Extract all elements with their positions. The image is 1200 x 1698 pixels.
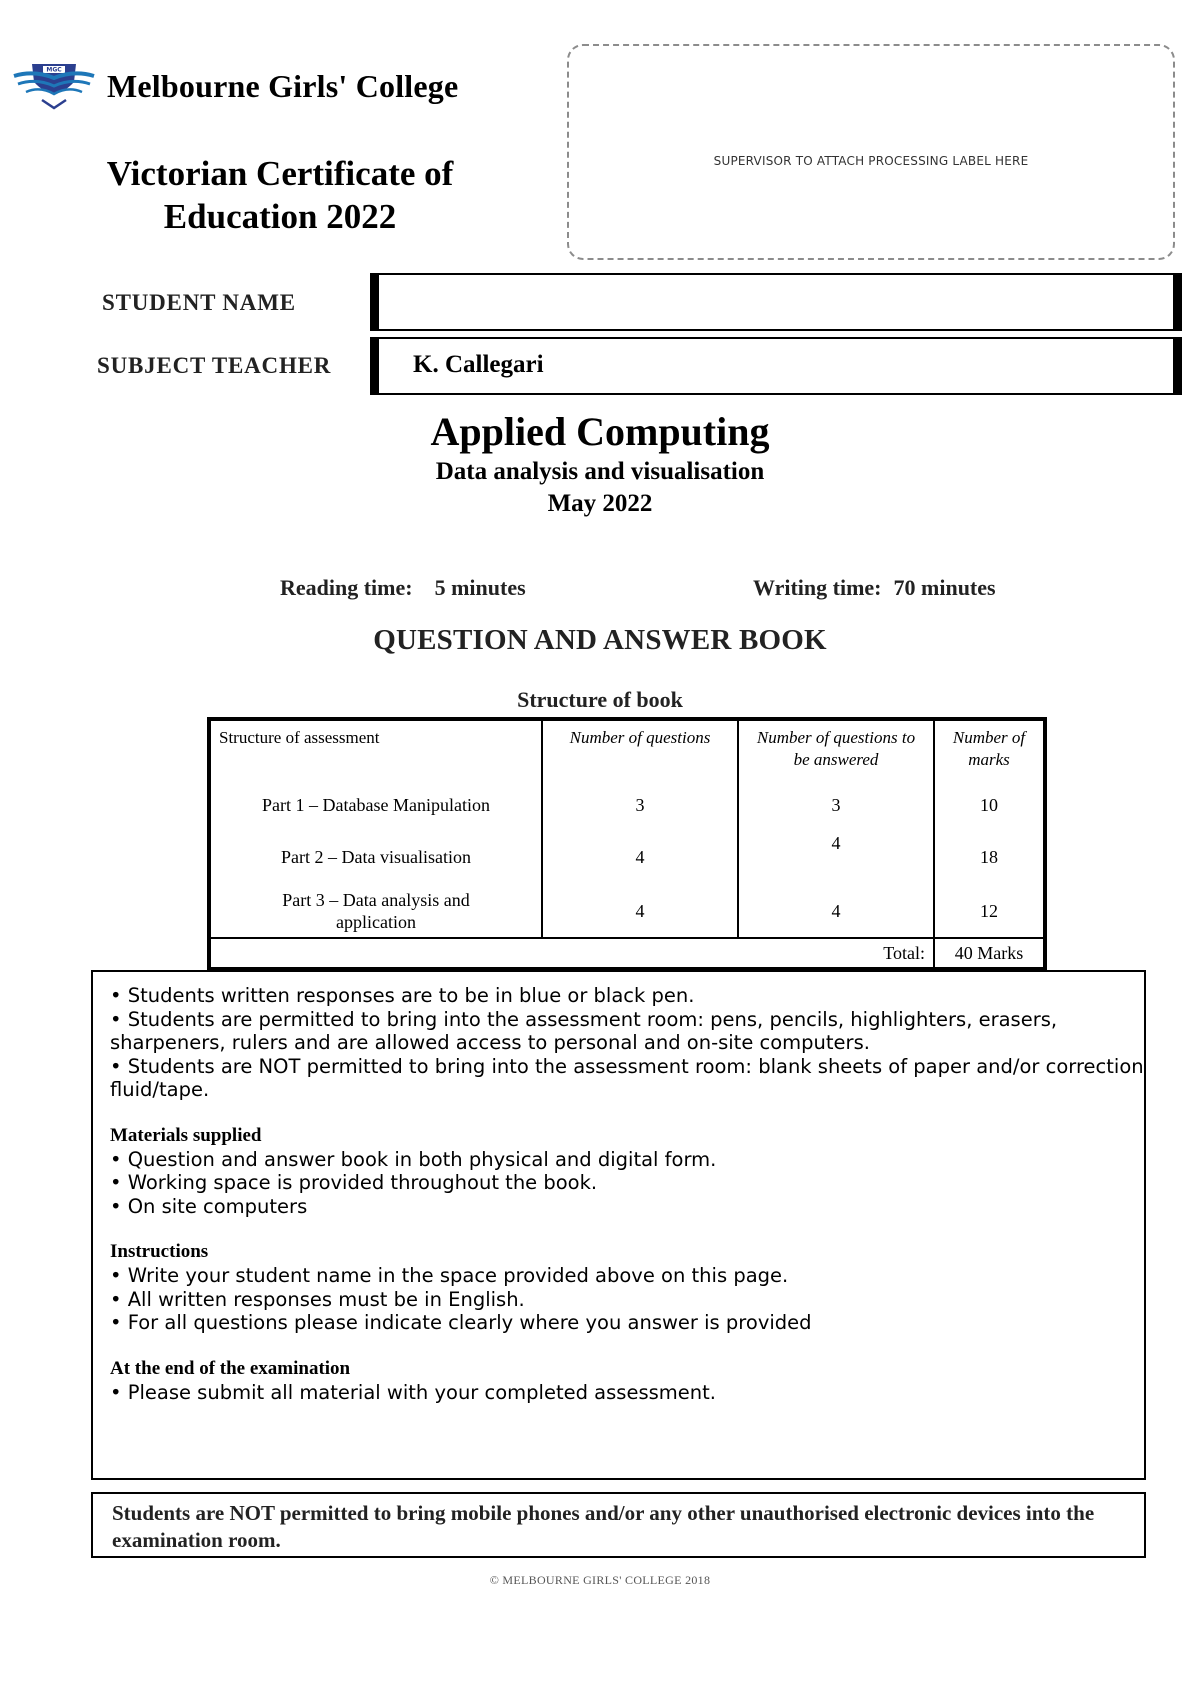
svg-text:MGC: MGC [46, 66, 62, 74]
book-heading: QUESTION AND ANSWER BOOK [373, 624, 827, 656]
student-name-field[interactable] [370, 273, 1182, 331]
subject-teacher-field [370, 337, 1182, 395]
materials-item: • Question and answer book in both physical and digital form. [110, 1147, 717, 1171]
end-item: • Please submit all material with your completed assessment. [110, 1380, 716, 1404]
instructions-box [91, 970, 1150, 1480]
table-header-cell: Number of marks [952, 728, 1026, 769]
general-rule: • Students are NOT permitted to bring into the assessment room: blank sheets of paper and/or correction fluid/tape. [110, 1054, 1150, 1101]
table-row [209, 781, 1045, 829]
total-label: Total: [209, 938, 934, 969]
questions-cell: 4 [542, 885, 738, 938]
reading-time-label: Reading time: [280, 575, 413, 600]
part-cell: Part 3 – Data analysis and application [209, 885, 542, 938]
unit-title: Data analysis and visualisation [435, 458, 765, 485]
questions-cell: 4 [542, 829, 738, 885]
vce-title [80, 152, 480, 238]
materials-heading: Materials supplied [110, 1124, 262, 1146]
questions-cell: 3 [542, 781, 738, 829]
total-value: 40 Marks [934, 938, 1045, 969]
supervisor-label-text: SUPERVISOR TO ATTACH PROCESSING LABEL HERE [713, 154, 1029, 168]
student-name-label: STUDENT NAME [102, 290, 296, 315]
writing-time-label: Writing time: [753, 575, 882, 600]
answered-cell: 4 [738, 885, 934, 938]
structure-heading: Structure of book [517, 687, 683, 712]
end-heading: At the end of the examination [110, 1357, 351, 1379]
subject-title: Applied Computing [430, 409, 770, 454]
instruction-item: • Write your student name in the space provided above on this page. [110, 1264, 789, 1287]
devices-warning: Students are NOT permitted to bring mobile phones and/or any other unauthorised electronic devices into the examination room. [91, 1492, 1146, 1558]
table-header-cell: Number of questions [542, 719, 738, 781]
table-header-cell: Number of questions to be answered [738, 719, 934, 781]
vce-title-line1: Victorian Certificate of [106, 154, 454, 193]
materials-item: • On site computers [110, 1194, 308, 1218]
part-cell: Part 2 – Data visualisation [209, 829, 542, 885]
college-name: Melbourne Girls' College [107, 68, 459, 104]
table-header-cell: Structure of assessment [209, 719, 542, 781]
exam-date: May 2022 [547, 490, 653, 517]
vce-title-line2: Education 2022 [163, 197, 397, 236]
instructions-heading: Instructions [110, 1241, 209, 1262]
writing-time [753, 575, 996, 601]
reading-time-value: 5 minutes [434, 575, 526, 600]
part-cell: Part 1 – Database Manipulation [209, 781, 542, 829]
table-row [209, 829, 1045, 885]
instruction-item: • All written responses must be in English. [110, 1287, 525, 1311]
structure-table [207, 717, 1047, 971]
general-rule: • Students are permitted to bring into the assessment room: pens, pencils, highlighters, erasers, sharpeners, rulers and are allowed access to personal and on-site computers. [110, 1007, 1064, 1054]
table-header-row [209, 719, 1045, 781]
marks-cell: 18 [980, 846, 998, 867]
answered-cell: 3 [738, 781, 934, 829]
college-logo [12, 56, 96, 112]
table-row [209, 885, 1045, 938]
reading-time [280, 575, 526, 601]
processing-label-area [567, 44, 1175, 260]
college-crest-icon [12, 56, 96, 112]
subject-teacher-label: SUBJECT TEACHER [97, 353, 332, 378]
writing-time-value: 70 minutes [893, 575, 996, 600]
table-total-row [209, 938, 1045, 969]
marks-cell: 12 [980, 900, 998, 921]
copyright-notice: © MELBOURNE GIRLS' COLLEGE 2018 [489, 1573, 711, 1587]
instruction-item: • For all questions please indicate clearly where you answer is provided [110, 1311, 812, 1334]
general-rule: • Students written responses are to be in blue or black pen. [110, 984, 695, 1007]
subject-teacher-value: K. Callegari [413, 351, 544, 378]
answered-cell: 4 [738, 829, 934, 885]
materials-item: • Working space is provided throughout the book. [110, 1171, 598, 1194]
marks-cell: 10 [980, 794, 998, 815]
